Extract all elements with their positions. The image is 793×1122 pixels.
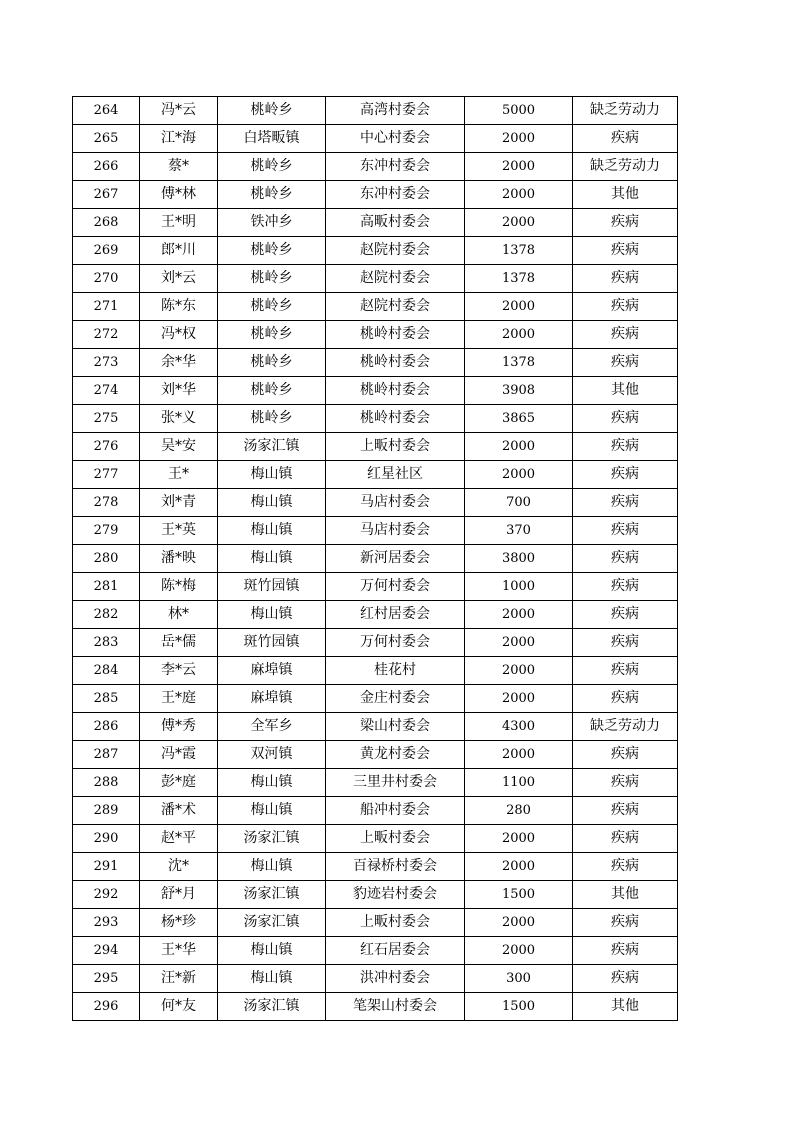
table-row bbox=[73, 937, 678, 965]
village-committee-cell: 万何村委会 bbox=[326, 629, 465, 657]
township-cell: 梅山镇 bbox=[218, 461, 326, 489]
village-committee-cell: 红星社区 bbox=[326, 461, 465, 489]
amount-cell: 2000 bbox=[465, 293, 573, 321]
person-name-cell: 岳*儒 bbox=[140, 629, 218, 657]
village-committee-cell: 赵院村委会 bbox=[326, 237, 465, 265]
row-number-cell: 271 bbox=[73, 293, 140, 321]
reason-cell: 缺乏劳动力 bbox=[573, 97, 678, 125]
township-cell: 梅山镇 bbox=[218, 797, 326, 825]
township-cell: 汤家汇镇 bbox=[218, 433, 326, 461]
amount-cell: 1000 bbox=[465, 573, 573, 601]
table-row bbox=[73, 405, 678, 433]
row-number-cell: 268 bbox=[73, 209, 140, 237]
village-committee-cell: 红村居委会 bbox=[326, 601, 465, 629]
village-committee-cell: 新河居委会 bbox=[326, 545, 465, 573]
person-name-cell: 王*庭 bbox=[140, 685, 218, 713]
table-row bbox=[73, 517, 678, 545]
person-name-cell: 冯*权 bbox=[140, 321, 218, 349]
row-number-cell: 278 bbox=[73, 489, 140, 517]
table-row bbox=[73, 769, 678, 797]
row-number-cell: 275 bbox=[73, 405, 140, 433]
person-name-cell: 潘*映 bbox=[140, 545, 218, 573]
records-table-body bbox=[73, 97, 678, 1021]
person-name-cell: 蔡* bbox=[140, 153, 218, 181]
reason-cell: 疾病 bbox=[573, 321, 678, 349]
amount-cell: 1378 bbox=[465, 237, 573, 265]
row-number-cell: 283 bbox=[73, 629, 140, 657]
row-number-cell: 267 bbox=[73, 181, 140, 209]
row-number-cell: 277 bbox=[73, 461, 140, 489]
table-row bbox=[73, 377, 678, 405]
amount-cell: 1378 bbox=[465, 349, 573, 377]
reason-cell: 疾病 bbox=[573, 209, 678, 237]
reason-cell: 疾病 bbox=[573, 125, 678, 153]
row-number-cell: 294 bbox=[73, 937, 140, 965]
table-row bbox=[73, 629, 678, 657]
reason-cell: 疾病 bbox=[573, 433, 678, 461]
reason-cell: 疾病 bbox=[573, 517, 678, 545]
amount-cell: 2000 bbox=[465, 125, 573, 153]
row-number-cell: 286 bbox=[73, 713, 140, 741]
table-row bbox=[73, 825, 678, 853]
row-number-cell: 284 bbox=[73, 657, 140, 685]
person-name-cell: 张*义 bbox=[140, 405, 218, 433]
reason-cell: 缺乏劳动力 bbox=[573, 153, 678, 181]
table-row bbox=[73, 433, 678, 461]
village-committee-cell: 高湾村委会 bbox=[326, 97, 465, 125]
person-name-cell: 何*友 bbox=[140, 993, 218, 1021]
reason-cell: 疾病 bbox=[573, 265, 678, 293]
township-cell: 梅山镇 bbox=[218, 769, 326, 797]
amount-cell: 280 bbox=[465, 797, 573, 825]
table-row bbox=[73, 993, 678, 1021]
village-committee-cell: 上畈村委会 bbox=[326, 433, 465, 461]
township-cell: 桃岭乡 bbox=[218, 293, 326, 321]
village-committee-cell: 上畈村委会 bbox=[326, 825, 465, 853]
township-cell: 双河镇 bbox=[218, 741, 326, 769]
reason-cell: 其他 bbox=[573, 181, 678, 209]
township-cell: 梅山镇 bbox=[218, 965, 326, 993]
row-number-cell: 288 bbox=[73, 769, 140, 797]
township-cell: 桃岭乡 bbox=[218, 405, 326, 433]
person-name-cell: 余*华 bbox=[140, 349, 218, 377]
amount-cell: 2000 bbox=[465, 433, 573, 461]
row-number-cell: 272 bbox=[73, 321, 140, 349]
person-name-cell: 冯*云 bbox=[140, 97, 218, 125]
row-number-cell: 273 bbox=[73, 349, 140, 377]
person-name-cell: 王*英 bbox=[140, 517, 218, 545]
amount-cell: 2000 bbox=[465, 937, 573, 965]
table-row bbox=[73, 741, 678, 769]
village-committee-cell: 马店村委会 bbox=[326, 517, 465, 545]
amount-cell: 2000 bbox=[465, 153, 573, 181]
person-name-cell: 汪*新 bbox=[140, 965, 218, 993]
person-name-cell: 舒*月 bbox=[140, 881, 218, 909]
table-row bbox=[73, 461, 678, 489]
reason-cell: 疾病 bbox=[573, 601, 678, 629]
row-number-cell: 280 bbox=[73, 545, 140, 573]
village-committee-cell: 红石居委会 bbox=[326, 937, 465, 965]
table-row bbox=[73, 209, 678, 237]
amount-cell: 2000 bbox=[465, 321, 573, 349]
village-committee-cell: 桃岭村委会 bbox=[326, 405, 465, 433]
amount-cell: 2000 bbox=[465, 741, 573, 769]
reason-cell: 疾病 bbox=[573, 741, 678, 769]
township-cell: 桃岭乡 bbox=[218, 97, 326, 125]
row-number-cell: 276 bbox=[73, 433, 140, 461]
reason-cell: 缺乏劳动力 bbox=[573, 713, 678, 741]
village-committee-cell: 桃岭村委会 bbox=[326, 377, 465, 405]
village-committee-cell: 万何村委会 bbox=[326, 573, 465, 601]
reason-cell: 疾病 bbox=[573, 405, 678, 433]
person-name-cell: 冯*霞 bbox=[140, 741, 218, 769]
person-name-cell: 沈* bbox=[140, 853, 218, 881]
township-cell: 桃岭乡 bbox=[218, 321, 326, 349]
township-cell: 桃岭乡 bbox=[218, 153, 326, 181]
village-committee-cell: 高畈村委会 bbox=[326, 209, 465, 237]
township-cell: 桃岭乡 bbox=[218, 265, 326, 293]
reason-cell: 疾病 bbox=[573, 461, 678, 489]
person-name-cell: 刘*青 bbox=[140, 489, 218, 517]
village-committee-cell: 笔架山村委会 bbox=[326, 993, 465, 1021]
township-cell: 汤家汇镇 bbox=[218, 825, 326, 853]
amount-cell: 2000 bbox=[465, 853, 573, 881]
reason-cell: 疾病 bbox=[573, 657, 678, 685]
amount-cell: 370 bbox=[465, 517, 573, 545]
row-number-cell: 264 bbox=[73, 97, 140, 125]
amount-cell: 3865 bbox=[465, 405, 573, 433]
amount-cell: 2000 bbox=[465, 601, 573, 629]
reason-cell: 疾病 bbox=[573, 909, 678, 937]
township-cell: 梅山镇 bbox=[218, 601, 326, 629]
amount-cell: 4300 bbox=[465, 713, 573, 741]
township-cell: 斑竹园镇 bbox=[218, 629, 326, 657]
person-name-cell: 吴*安 bbox=[140, 433, 218, 461]
township-cell: 梅山镇 bbox=[218, 853, 326, 881]
village-committee-cell: 百禄桥村委会 bbox=[326, 853, 465, 881]
village-committee-cell: 洪冲村委会 bbox=[326, 965, 465, 993]
amount-cell: 5000 bbox=[465, 97, 573, 125]
village-committee-cell: 金庄村委会 bbox=[326, 685, 465, 713]
village-committee-cell: 东冲村委会 bbox=[326, 153, 465, 181]
reason-cell: 疾病 bbox=[573, 825, 678, 853]
row-number-cell: 265 bbox=[73, 125, 140, 153]
person-name-cell: 傅*秀 bbox=[140, 713, 218, 741]
row-number-cell: 295 bbox=[73, 965, 140, 993]
table-row bbox=[73, 657, 678, 685]
reason-cell: 疾病 bbox=[573, 797, 678, 825]
reason-cell: 疾病 bbox=[573, 965, 678, 993]
amount-cell: 2000 bbox=[465, 209, 573, 237]
person-name-cell: 刘*华 bbox=[140, 377, 218, 405]
row-number-cell: 282 bbox=[73, 601, 140, 629]
township-cell: 汤家汇镇 bbox=[218, 909, 326, 937]
table-row bbox=[73, 573, 678, 601]
reason-cell: 疾病 bbox=[573, 937, 678, 965]
township-cell: 梅山镇 bbox=[218, 517, 326, 545]
person-name-cell: 林* bbox=[140, 601, 218, 629]
table-row bbox=[73, 293, 678, 321]
table-row bbox=[73, 181, 678, 209]
reason-cell: 其他 bbox=[573, 993, 678, 1021]
township-cell: 麻埠镇 bbox=[218, 657, 326, 685]
table-row bbox=[73, 685, 678, 713]
village-committee-cell: 赵院村委会 bbox=[326, 293, 465, 321]
village-committee-cell: 赵院村委会 bbox=[326, 265, 465, 293]
table-row bbox=[73, 321, 678, 349]
township-cell: 白塔畈镇 bbox=[218, 125, 326, 153]
table-row bbox=[73, 237, 678, 265]
village-committee-cell: 桃岭村委会 bbox=[326, 349, 465, 377]
table-row bbox=[73, 265, 678, 293]
table-row bbox=[73, 489, 678, 517]
table-row bbox=[73, 153, 678, 181]
table-row bbox=[73, 545, 678, 573]
reason-cell: 疾病 bbox=[573, 545, 678, 573]
person-name-cell: 李*云 bbox=[140, 657, 218, 685]
person-name-cell: 郎*川 bbox=[140, 237, 218, 265]
village-committee-cell: 黄龙村委会 bbox=[326, 741, 465, 769]
person-name-cell: 陈*东 bbox=[140, 293, 218, 321]
row-number-cell: 291 bbox=[73, 853, 140, 881]
township-cell: 汤家汇镇 bbox=[218, 993, 326, 1021]
table-row bbox=[73, 797, 678, 825]
village-committee-cell: 船冲村委会 bbox=[326, 797, 465, 825]
amount-cell: 1378 bbox=[465, 265, 573, 293]
row-number-cell: 270 bbox=[73, 265, 140, 293]
amount-cell: 2000 bbox=[465, 909, 573, 937]
township-cell: 梅山镇 bbox=[218, 937, 326, 965]
village-committee-cell: 中心村委会 bbox=[326, 125, 465, 153]
amount-cell: 2000 bbox=[465, 181, 573, 209]
village-committee-cell: 东冲村委会 bbox=[326, 181, 465, 209]
reason-cell: 疾病 bbox=[573, 489, 678, 517]
table-row bbox=[73, 125, 678, 153]
township-cell: 梅山镇 bbox=[218, 489, 326, 517]
township-cell: 汤家汇镇 bbox=[218, 881, 326, 909]
table-row bbox=[73, 853, 678, 881]
person-name-cell: 刘*云 bbox=[140, 265, 218, 293]
amount-cell: 2000 bbox=[465, 825, 573, 853]
person-name-cell: 王*华 bbox=[140, 937, 218, 965]
row-number-cell: 269 bbox=[73, 237, 140, 265]
reason-cell: 疾病 bbox=[573, 769, 678, 797]
amount-cell: 3908 bbox=[465, 377, 573, 405]
reason-cell: 疾病 bbox=[573, 853, 678, 881]
row-number-cell: 281 bbox=[73, 573, 140, 601]
row-number-cell: 266 bbox=[73, 153, 140, 181]
reason-cell: 其他 bbox=[573, 881, 678, 909]
township-cell: 梅山镇 bbox=[218, 545, 326, 573]
village-committee-cell: 桃岭村委会 bbox=[326, 321, 465, 349]
reason-cell: 疾病 bbox=[573, 573, 678, 601]
person-name-cell: 王*明 bbox=[140, 209, 218, 237]
reason-cell: 疾病 bbox=[573, 629, 678, 657]
table-row bbox=[73, 601, 678, 629]
reason-cell: 疾病 bbox=[573, 237, 678, 265]
amount-cell: 2000 bbox=[465, 685, 573, 713]
township-cell: 麻埠镇 bbox=[218, 685, 326, 713]
records-table bbox=[72, 96, 678, 1021]
township-cell: 斑竹园镇 bbox=[218, 573, 326, 601]
table-row bbox=[73, 909, 678, 937]
village-committee-cell: 桂花村 bbox=[326, 657, 465, 685]
reason-cell: 疾病 bbox=[573, 685, 678, 713]
person-name-cell: 王* bbox=[140, 461, 218, 489]
person-name-cell: 潘*术 bbox=[140, 797, 218, 825]
township-cell: 桃岭乡 bbox=[218, 181, 326, 209]
village-committee-cell: 三里井村委会 bbox=[326, 769, 465, 797]
table-row bbox=[73, 881, 678, 909]
table-row bbox=[73, 713, 678, 741]
amount-cell: 1500 bbox=[465, 993, 573, 1021]
township-cell: 铁冲乡 bbox=[218, 209, 326, 237]
village-committee-cell: 马店村委会 bbox=[326, 489, 465, 517]
reason-cell: 疾病 bbox=[573, 293, 678, 321]
township-cell: 桃岭乡 bbox=[218, 237, 326, 265]
table-row bbox=[73, 965, 678, 993]
amount-cell: 3800 bbox=[465, 545, 573, 573]
row-number-cell: 293 bbox=[73, 909, 140, 937]
amount-cell: 1100 bbox=[465, 769, 573, 797]
row-number-cell: 287 bbox=[73, 741, 140, 769]
person-name-cell: 彭*庭 bbox=[140, 769, 218, 797]
table-row bbox=[73, 97, 678, 125]
amount-cell: 2000 bbox=[465, 629, 573, 657]
village-committee-cell: 上畈村委会 bbox=[326, 909, 465, 937]
reason-cell: 疾病 bbox=[573, 349, 678, 377]
person-name-cell: 杨*珍 bbox=[140, 909, 218, 937]
person-name-cell: 陈*梅 bbox=[140, 573, 218, 601]
row-number-cell: 290 bbox=[73, 825, 140, 853]
village-committee-cell: 豹迹岩村委会 bbox=[326, 881, 465, 909]
amount-cell: 1500 bbox=[465, 881, 573, 909]
row-number-cell: 274 bbox=[73, 377, 140, 405]
row-number-cell: 279 bbox=[73, 517, 140, 545]
person-name-cell: 赵*平 bbox=[140, 825, 218, 853]
amount-cell: 2000 bbox=[465, 461, 573, 489]
person-name-cell: 傅*林 bbox=[140, 181, 218, 209]
person-name-cell: 江*海 bbox=[140, 125, 218, 153]
amount-cell: 300 bbox=[465, 965, 573, 993]
township-cell: 桃岭乡 bbox=[218, 349, 326, 377]
row-number-cell: 285 bbox=[73, 685, 140, 713]
row-number-cell: 289 bbox=[73, 797, 140, 825]
amount-cell: 2000 bbox=[465, 657, 573, 685]
reason-cell: 其他 bbox=[573, 377, 678, 405]
village-committee-cell: 梁山村委会 bbox=[326, 713, 465, 741]
township-cell: 桃岭乡 bbox=[218, 377, 326, 405]
township-cell: 全军乡 bbox=[218, 713, 326, 741]
row-number-cell: 296 bbox=[73, 993, 140, 1021]
row-number-cell: 292 bbox=[73, 881, 140, 909]
table-row bbox=[73, 349, 678, 377]
amount-cell: 700 bbox=[465, 489, 573, 517]
